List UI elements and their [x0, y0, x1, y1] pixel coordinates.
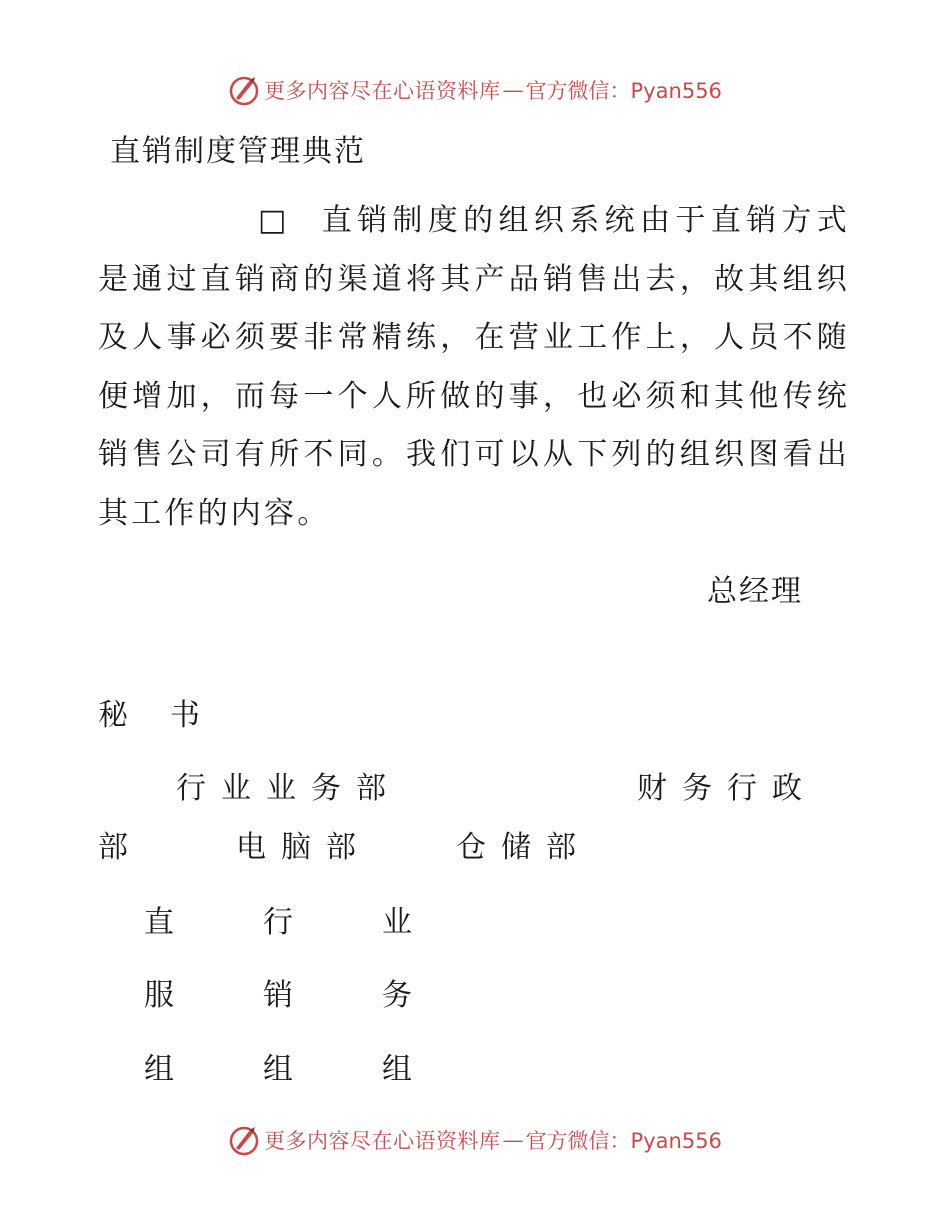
org-warehouse-dept: 仓储部 — [456, 830, 591, 865]
org-group-business-char2: 务 — [382, 978, 414, 1013]
org-group-marketing-char2: 销 — [263, 978, 295, 1013]
org-finance-admin-dept-cont: 部 — [98, 830, 130, 865]
org-group-business-char3: 组 — [382, 1052, 414, 1087]
org-group-marketing-char1: 行 — [263, 905, 295, 940]
org-general-manager: 总经理 — [707, 574, 803, 609]
banner-text: 更多内容尽在心语资料库 — [264, 79, 501, 103]
header-banner — [0, 70, 950, 110]
org-computer-dept: 电脑部 — [236, 830, 371, 865]
banner-dash: — — [502, 1128, 524, 1152]
org-group-business-char1: 业 — [382, 905, 414, 940]
org-group-direct-char2: 服 — [144, 978, 176, 1013]
body-paragraph — [98, 192, 850, 543]
banner-wechat: 官方微信：Pyan556 — [525, 1129, 722, 1153]
org-secretary: 秘 书 — [98, 698, 206, 733]
org-finance-admin-dept: 财务行政 — [637, 771, 817, 806]
footer-banner — [0, 1120, 950, 1160]
checkbox-glyph: □ — [258, 203, 290, 238]
org-industry-dept: 行业业务部 — [176, 771, 401, 806]
org-group-direct-char1: 直 — [144, 905, 176, 940]
org-group-direct-char3: 组 — [144, 1052, 176, 1087]
org-group-marketing-char3: 组 — [263, 1052, 295, 1087]
banner-text: 更多内容尽在心语资料库 — [264, 1129, 501, 1153]
banner-wechat: 官方微信：Pyan556 — [525, 79, 722, 103]
paragraph-text: 直销制度的组织系统由于直销方式是通过直销商的渠道将其产品销售出去，故其组织及人事必须要非常精练，在营业工作上，人员不随便增加，而每一个人所做的事，也必须和其他传统销售公司有所不同。我们可以从下列的组织图看出其工作的内容。 — [98, 203, 850, 531]
document-title: 直销制度管理典范 — [110, 134, 366, 169]
feather-pen-logo-icon — [228, 1124, 260, 1156]
banner-dash: — — [502, 78, 524, 102]
feather-pen-logo-icon — [228, 74, 260, 106]
